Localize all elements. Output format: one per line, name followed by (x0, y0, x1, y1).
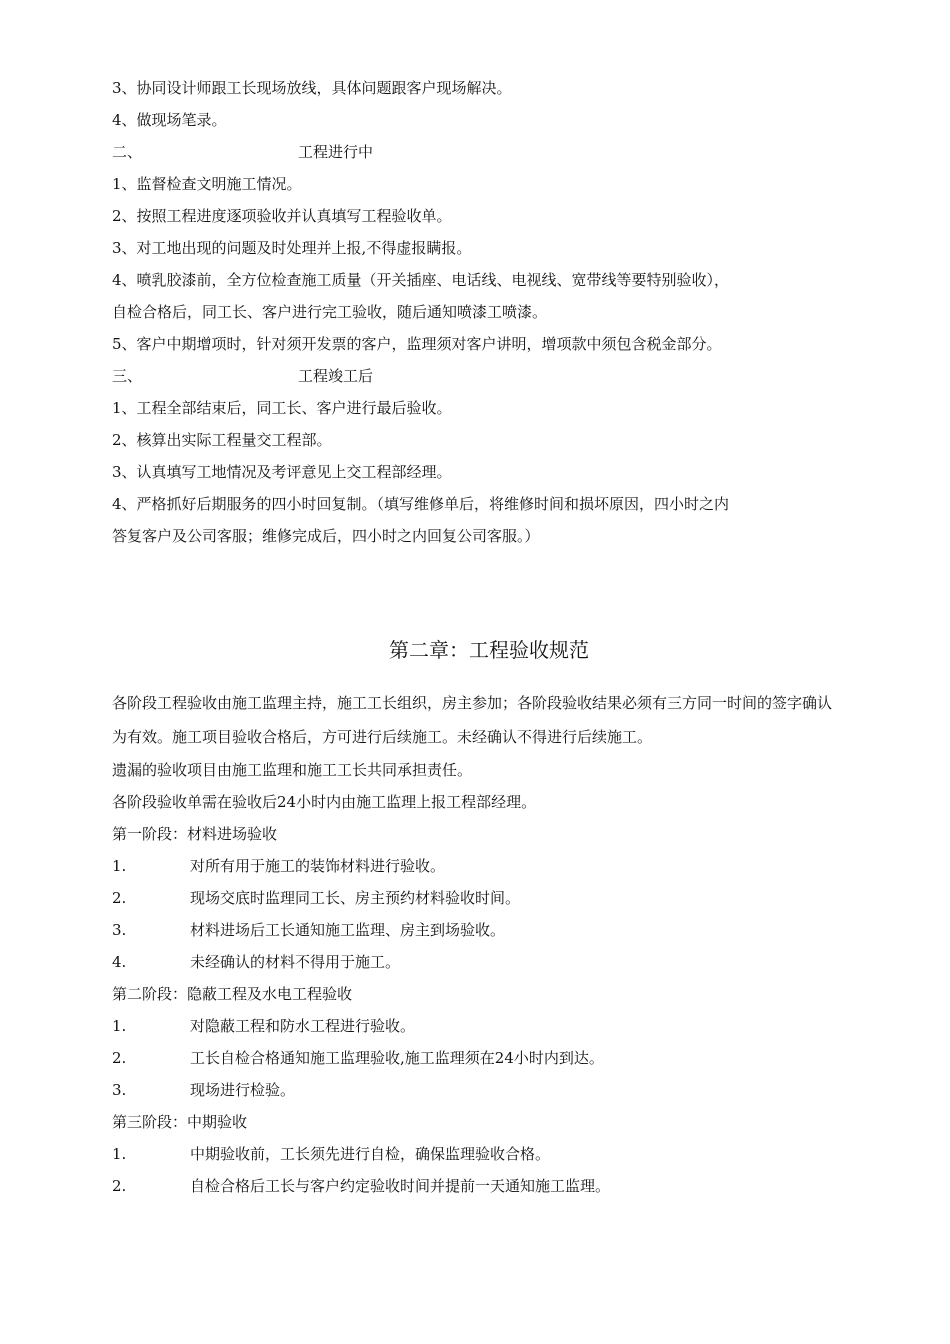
list-item (112, 1170, 842, 1202)
item-text: 自检合格后工长与客户约定验收时间并提前一天通知施工监理。 (190, 1177, 611, 1195)
item-number: 3. (112, 921, 127, 939)
item-number: 1. (112, 1017, 127, 1035)
item-text: 对所有用于施工的装饰材料进行验收。 (190, 857, 446, 875)
text-line: 4、严格抓好后期服务的四小时回复制。（填写维修单后，将维修时间和损坏原因，四小时之内 (112, 495, 730, 513)
section-number: 二、 (112, 143, 143, 161)
item-number: 2. (112, 1049, 127, 1067)
item-text: 对隐蔽工程和防水工程进行验收。 (190, 1017, 416, 1035)
item-number: 4. (112, 953, 127, 971)
phase-title: 第一阶段：材料进场验收 (112, 825, 278, 843)
item-text: 工长自检合格通知施工监理验收,施工监理须在24小时内到达。 (190, 1049, 604, 1067)
list-item (112, 1138, 842, 1170)
text-line: 答复客户及公司客服；维修完成后，四小时之内回复公司客服。） (112, 527, 540, 545)
item-text: 未经确认的材料不得用于施工。 (190, 953, 401, 971)
text-line: 1、监督检查文明施工情况。 (112, 175, 302, 193)
item-number: 1. (112, 857, 127, 875)
text-line: 3、认真填写工地情况及考评意见上交工程部经理。 (112, 463, 452, 481)
text-line: 自检合格后，同工长、客户进行完工验收，随后通知喷漆工喷漆。 (112, 303, 548, 321)
phase-title: 第二阶段：隐蔽工程及水电工程验收 (112, 985, 353, 1003)
section-heading (112, 136, 842, 168)
list-item (112, 914, 842, 946)
item-text: 中期验收前，工长须先进行自检，确保监理验收合格。 (190, 1145, 551, 1163)
item-number: 1. (112, 1145, 127, 1163)
item-number: 2. (112, 1177, 127, 1195)
list-item (112, 1010, 842, 1042)
section-number: 三、 (112, 367, 143, 385)
text-line: 4、做现场笔录。 (112, 111, 227, 129)
item-text: 现场交底时监理同工长、房主预约材料验收时间。 (190, 889, 521, 907)
section-title: 工程进行中 (298, 143, 374, 161)
text-line: 1、工程全部结束后，同工长、客户进行最后验收。 (112, 399, 452, 417)
intro-paragraph: 各阶段工程验收由施工监理主持，施工工长组织，房主参加；各阶段验收结果必须有三方同一时间的签字确认为有效。施工项目验收合格后，方可进行后续施工。未经确认不得进行后续施工。 (112, 694, 833, 746)
section-title: 工程竣工后 (298, 367, 374, 385)
item-text: 材料进场后工长通知施工监理、房主到场验收。 (190, 921, 506, 939)
text-line: 2、核算出实际工程量交工程部。 (112, 431, 332, 449)
list-item (112, 882, 842, 914)
text-line: 各阶段验收单需在验收后24小时内由施工监理上报工程部经理。 (112, 793, 537, 811)
text-line: 遗漏的验收项目由施工监理和施工工长共同承担责任。 (112, 761, 473, 779)
item-text: 现场进行检验。 (190, 1081, 296, 1099)
section-heading (112, 360, 842, 392)
list-item (112, 850, 842, 882)
document-page (112, 72, 842, 1202)
list-item (112, 1042, 842, 1074)
text-line: 5、客户中期增项时，针对须开发票的客户，监理须对客户讲明，增项款中须包含税金部分。 (112, 335, 722, 353)
list-item (112, 1074, 842, 1106)
text-line: 3、对工地出现的问题及时处理并上报,不得虚报瞒报。 (112, 239, 472, 257)
text-line: 2、按照工程进度逐项验收并认真填写工程验收单。 (112, 207, 452, 225)
item-number: 2. (112, 889, 127, 907)
text-line: 3、协同设计师跟工长现场放线，具体问题跟客户现场解决。 (112, 79, 512, 97)
chapter-title: 第二章：工程验收规范 (389, 638, 589, 662)
list-item (112, 946, 842, 978)
item-number: 3. (112, 1081, 127, 1099)
text-line: 4、喷乳胶漆前，全方位检查施工质量（开关插座、电话线、电视线、宽带线等要特别验收）， (112, 271, 730, 289)
phase-title: 第三阶段：中期验收 (112, 1113, 248, 1131)
